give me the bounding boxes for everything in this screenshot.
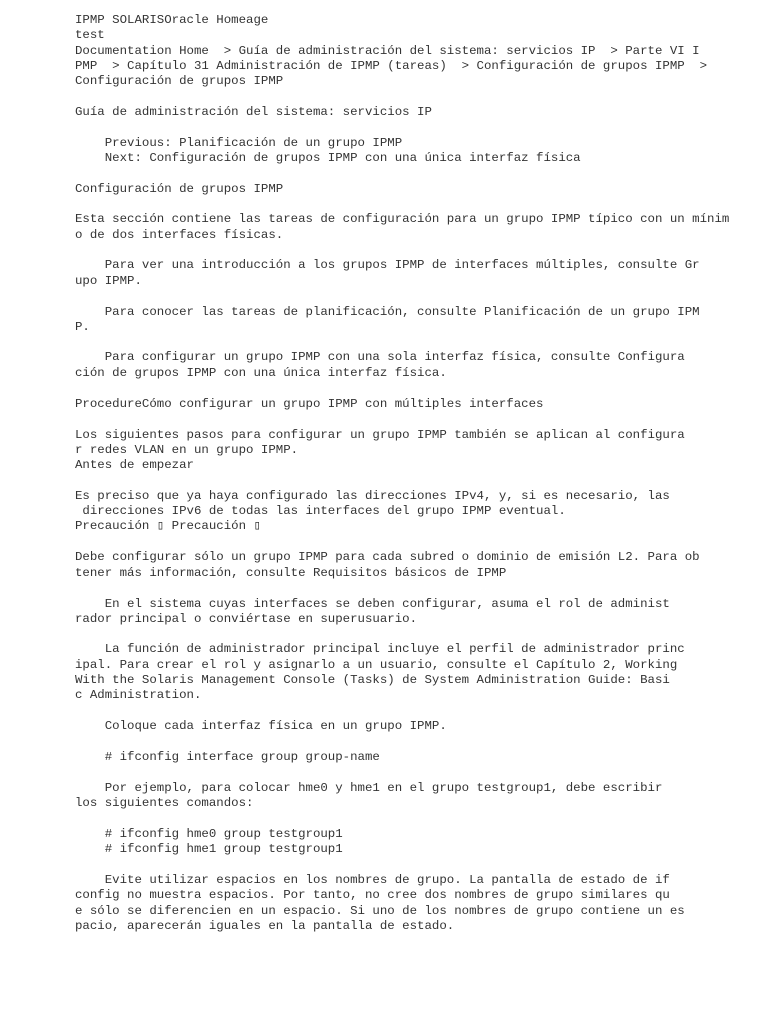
step1-line: En el sistema cuyas interfaces se deben configurar, asuma el rol de administ — [75, 597, 670, 611]
bullet-overview-line: Para ver una introducción a los grupos IPMP de interfaces múltiples, consulte Gr — [75, 258, 700, 272]
doc-header-title: IPMP SOLARISOracle Homeage — [75, 13, 269, 27]
next-link[interactable]: Next: Configuración de grupos IPMP con una única interfaz física — [75, 151, 581, 165]
intro-line: Esta sección contiene las tareas de configuración para un grupo IPMP típico con un mínim — [75, 212, 730, 226]
procedure-intro-line: r redes VLAN en un grupo IPMP. — [75, 443, 299, 457]
bullet-single-line: Para configurar un grupo IPMP con una sola interfaz física, consulte Configura — [75, 350, 685, 364]
bullet-planning-line: Para conocer las tareas de planificación, consulte Planificación de un grupo IPM — [75, 305, 700, 319]
example-intro-line: los siguientes comandos: — [75, 796, 254, 810]
bullet-single-line: ción de grupos IPMP con una única interfaz física. — [75, 366, 447, 380]
previous-link[interactable]: Previous: Planificación de un grupo IPMP — [75, 136, 403, 150]
procedure-intro-line: Los siguientes pasos para configurar un grupo IPMP también se aplican al configura — [75, 428, 685, 442]
bullet-planning-line: P. — [75, 320, 90, 334]
caution-label: Precaución ▯ Precaución ▯ — [75, 519, 261, 533]
before-you-begin-label: Antes de empezar — [75, 458, 194, 472]
doc-header-subtitle: test — [75, 28, 105, 42]
warning-line: pacio, aparecerán iguales en la pantalla de estado. — [75, 919, 455, 933]
warning-line: Evite utilizar espacios en los nombres de grupo. La pantalla de estado de if — [75, 873, 670, 887]
step2-line: Coloque cada interfaz física en un grupo IPMP. — [75, 719, 447, 733]
example-command-line: # ifconfig hme0 group testgroup1 — [75, 827, 343, 841]
bullet-overview-line: upo IPMP. — [75, 274, 142, 288]
warning-line: config no muestra espacios. Por tanto, no cree dos nombres de grupo similares qu — [75, 888, 670, 902]
section-title: Configuración de grupos IPMP — [75, 182, 284, 196]
command-line: # ifconfig interface group group-name — [75, 750, 380, 764]
intro-line: o de dos interfaces físicas. — [75, 228, 284, 242]
breadcrumb-line-3[interactable]: Configuración de grupos IPMP — [75, 74, 284, 88]
step1-note-line: With the Solaris Management Console (Tasks) de System Administration Guide: Basi — [75, 673, 670, 687]
step1-note-line: ipal. Para crear el rol y asignarlo a un usuario, consulte el Capítulo 2, Working — [75, 658, 678, 672]
prereq-line: Es preciso que ya haya configurado las direcciones IPv4, y, si es necesario, las — [75, 489, 670, 503]
warning-line: e sólo se diferencien en un espacio. Si uno de los nombres de grupo contiene un es — [75, 904, 685, 918]
step1-note-line: La función de administrador principal incluye el perfil de administrador princ — [75, 642, 685, 656]
procedure-title: ProcedureCómo configurar un grupo IPMP con múltiples interfaces — [75, 397, 544, 411]
book-title: Guía de administración del sistema: servicios IP — [75, 105, 432, 119]
caution-line: tener más información, consulte Requisitos básicos de IPMP — [75, 566, 507, 580]
step1-note-line: c Administration. — [75, 688, 202, 702]
breadcrumb-line-1[interactable]: Documentation Home > Guía de administración del sistema: servicios IP > Parte VI I — [75, 44, 700, 58]
caution-line: Debe configurar sólo un grupo IPMP para cada subred o dominio de emisión L2. Para ob — [75, 550, 700, 564]
step1-line: rador principal o conviértase en superusuario. — [75, 612, 418, 626]
example-intro-line: Por ejemplo, para colocar hme0 y hme1 en el grupo testgroup1, debe escribir — [75, 781, 663, 795]
example-command-line: # ifconfig hme1 group testgroup1 — [75, 842, 343, 856]
prereq-line: direcciones IPv6 de todas las interfaces del grupo IPMP eventual. — [75, 504, 566, 518]
breadcrumb-line-2[interactable]: PMP > Capítulo 31 Administración de IPMP (tareas) > Configuración de grupos IPMP > — [75, 59, 708, 73]
